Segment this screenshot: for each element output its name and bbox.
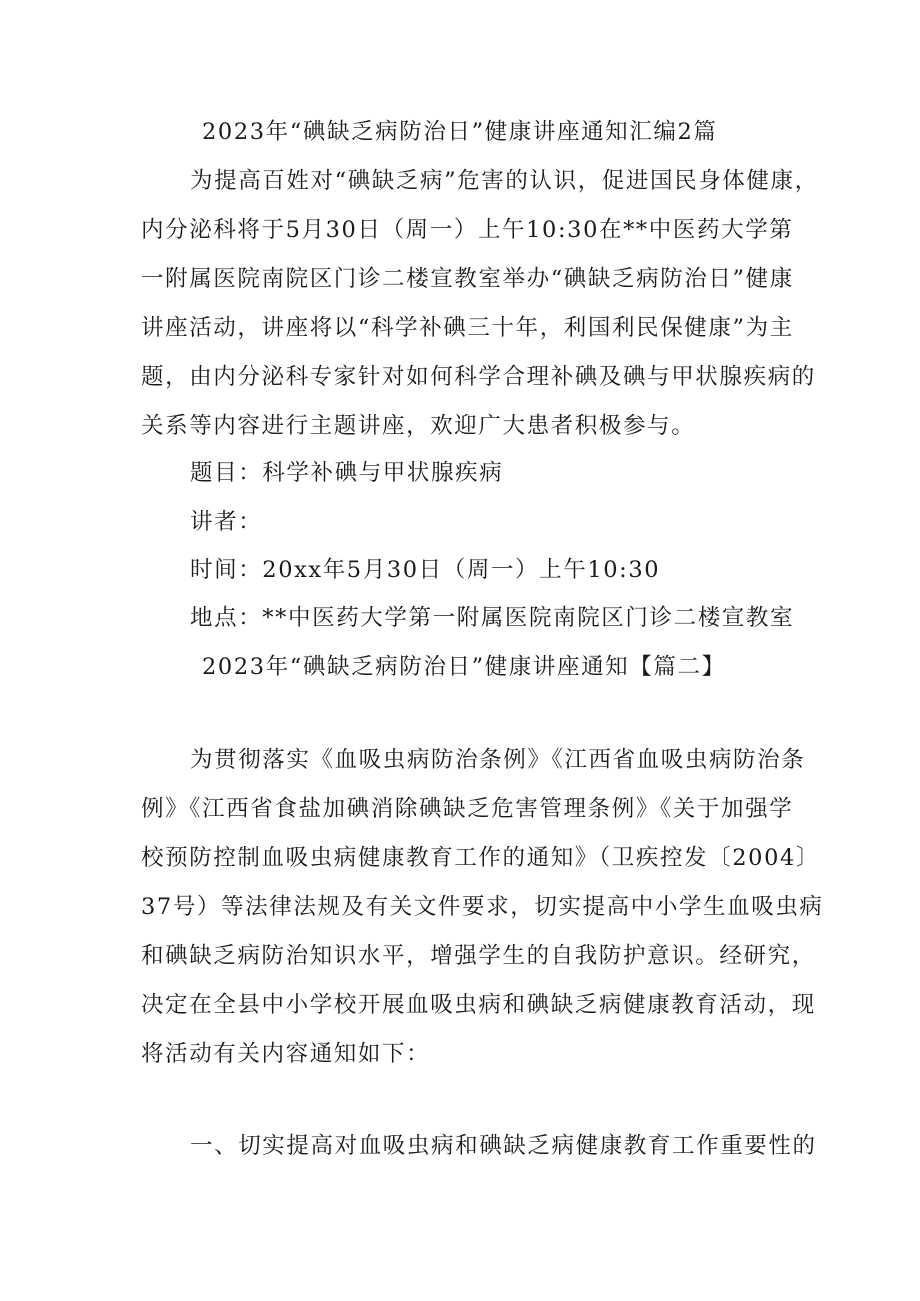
lecture-location: 地点：**中医药大学第一附属医院南院区门诊二楼宣教室 <box>190 605 795 631</box>
paragraph-line: 讲座活动，讲座将以“科学补碘三十年，利国利民保健康”为主 <box>141 315 794 341</box>
paragraph-line: 例》《江西省食盐加碘消除碘缺乏危害管理条例》《关于加强学 <box>141 796 794 822</box>
lecture-topic: 题目：科学补碘与甲状腺疾病 <box>190 460 504 486</box>
paragraph-line: 决定在全县中小学校开展血吸虫病和碘缺乏病健康教育活动，现 <box>141 992 816 1018</box>
paragraph-line: 关系等内容进行主题讲座，欢迎广大患者积极参与。 <box>141 413 696 439</box>
lecture-speaker: 讲者： <box>190 509 263 535</box>
paragraph-line: 37号）等法律法规及有关文件要求，切实提高中小学生血吸虫病 <box>141 894 824 920</box>
paragraph-line: 和碘缺乏病防治知识水平，增强学生的自我防护意识。经研究， <box>141 943 816 969</box>
section2-heading: 2023年“碘缺乏病防治日”健康讲座通知【篇二】 <box>202 654 726 680</box>
paragraph-line: 将活动有关内容通知如下： <box>141 1041 431 1067</box>
document-title: 2023年“碘缺乏病防治日”健康讲座通知汇编2篇 <box>202 119 718 145</box>
paragraph-line: 为提高百姓对“碘缺乏病”危害的认识，促进国民身体健康， <box>190 168 819 194</box>
paragraph-line: 为贯彻落实《血吸虫病防治条例》《江西省血吸虫病防治条 <box>190 747 806 773</box>
lecture-time: 时间：20xx年5月30日（周一）上午10:30 <box>190 557 661 583</box>
paragraph-line: 题，由内分泌科专家针对如何科学合理补碘及碘与甲状腺疾病的 <box>141 364 816 390</box>
paragraph-line: 校预防控制血吸虫病健康教育工作的通知》（卫疾控发〔2004〕 <box>141 845 821 871</box>
section2-item-1: 一、切实提高对血吸虫病和碘缺乏病健康教育工作重要性的 <box>190 1133 817 1159</box>
paragraph-line: 内分泌科将于5月30日（周一）上午10:30在**中医药大学第 <box>141 217 794 243</box>
paragraph-line: 一附属医院南院区门诊二楼宣教室举办“碘缺乏病防治日”健康 <box>141 266 794 292</box>
